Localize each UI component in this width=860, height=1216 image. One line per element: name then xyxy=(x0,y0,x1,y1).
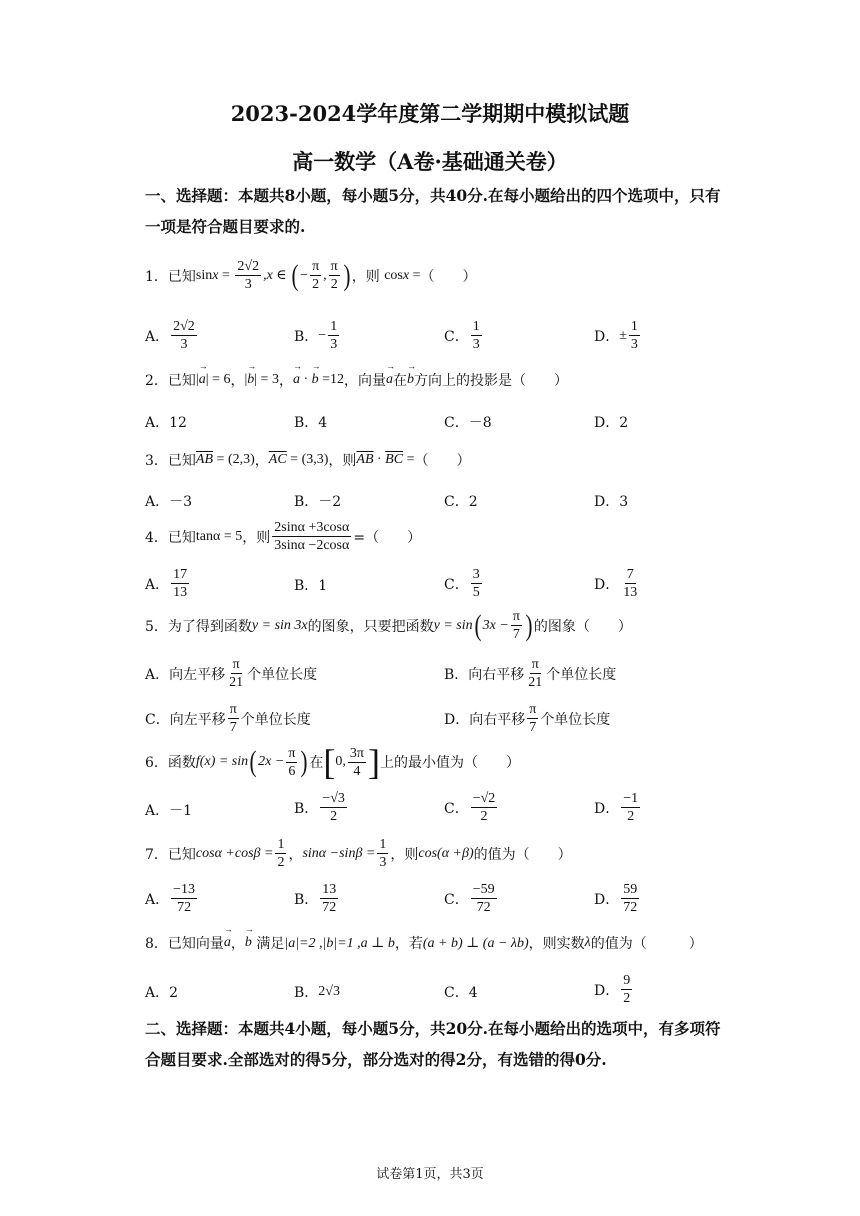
q8-option-b: B． 2√3 xyxy=(294,984,340,1001)
q8-text-2: 满足 xyxy=(256,936,285,952)
q8-text: 已知向量 xyxy=(167,936,224,952)
question-5: 5． 为了得到函数 y = sin 3x 的图象，只要把函数 y = sin ( 3x − $\frac{\pi}{7}$ ) 的图象（ ） xyxy=(145,608,632,642)
question-4 xyxy=(145,519,421,554)
page-title: 2023-2024学年度第二学期期中模拟试题 xyxy=(230,101,630,126)
q3-option-a: A．－3 xyxy=(145,494,193,510)
q7-option-c: C． $\frac{-59}{72}$ xyxy=(444,882,495,915)
q4-option-c: C． $\frac{3}{5}$ xyxy=(444,567,480,600)
q2-option-a: A．12 xyxy=(145,415,187,431)
question-3: 3． 已知 $\overline{AB}$ = (2,3) ， $\overline{AC}$ = (3,3) ，则 $\overline{AB}$ · $\overline{BC}$ = （ ） xyxy=(145,452,471,469)
q6-option-a: A．－1 xyxy=(145,803,193,819)
q5-text-2: 的图象，只要把函数 xyxy=(307,618,434,635)
q5-answer-blank: 的图象（ ） xyxy=(533,618,632,635)
q5-option-c: C．向左平移 $\frac{\pi}{7}$ 个单位长度 xyxy=(145,702,311,735)
q2-option-c: C．－8 xyxy=(444,415,492,431)
q1-number: 1． xyxy=(145,268,168,285)
q3-option-c: C．2 xyxy=(444,494,478,510)
q2-option-b: B．4 xyxy=(294,415,328,431)
q2-text-2: ，向量 xyxy=(344,373,387,389)
q8-number: 8． xyxy=(145,936,168,952)
section-2-instructions: 二、选择题：本题共4小题，每小题5分，共20分.在每小题给出的选项中，有多项符合题目要求.全部选对的得5分，部分选对的得2分，有选错的得0分. xyxy=(145,1019,721,1069)
q4-text-2: ，则 xyxy=(242,529,271,546)
q1-given-fraction: $\frac{2√2}{3}$ xyxy=(237,259,260,292)
q3-text: 已知 xyxy=(167,453,196,469)
q6-text: 函数 xyxy=(167,755,196,771)
q8-option-a: A．2 xyxy=(145,985,179,1001)
q1-option-a: A． $\frac{2√2}{3}$ xyxy=(145,319,195,352)
q7-option-d: D． $\frac{59}{72}$ xyxy=(594,882,638,915)
question-1: 1． 已知 sin x = $\frac{2√2}{3}$ , x ∈ ( − $\frac{\pi}{2}$ , $\frac{\pi}{2}$ ) ，则 cos x = （ ） xyxy=(145,258,477,292)
q6-number: 6． xyxy=(145,755,168,771)
q1-option-d: D． ± $\frac{1}{3}$ xyxy=(594,319,638,352)
question-8: 8． 已知向量 → a ， → b 满足 |a|=2 ,|b|=1 ,a ⊥ b ，若 (a + b) ⊥ (a − λb) ，则实数 λ 的值为（ ） xyxy=(145,933,703,953)
q2-number: 2． xyxy=(145,373,168,389)
question-7: 7． 已知 cosα +cosβ = $\frac{1}{2}$ ， sinα −sinβ = $\frac{1}{3}$ ，则 cos(α +β) 的值为（ ） xyxy=(145,837,572,870)
q5-option-b: B．向右平移 $\frac{\pi}{21}$ 个单位长度 xyxy=(444,657,617,690)
q4-option-a: A． $\frac{17}{13}$ xyxy=(145,567,188,600)
q7-option-a: A． $\frac{-13}{72}$ xyxy=(145,882,196,915)
q5-target-function: y = sin 3x xyxy=(251,617,308,633)
q5-source-function: y = sin xyxy=(433,617,473,633)
q2-text: 已知 xyxy=(167,373,196,389)
q6-option-d: D． $\frac{-1}{2}$ xyxy=(594,791,639,824)
q1-text: 已知 xyxy=(167,268,196,285)
q6-option-b: B． $\frac{-√3}{2}$ xyxy=(294,791,345,824)
q4-option-d: D． $\frac{7}{13}$ xyxy=(594,567,638,600)
q3-ac-vector: (3,3) xyxy=(301,452,329,467)
q7-answer-blank: 的值为（ ） xyxy=(473,846,572,863)
q5-text: 为了得到函数 xyxy=(167,618,252,635)
q6-function: f(x) = sin xyxy=(195,754,249,769)
q4-expression: $\frac{2\sin\alpha +3\cos\alpha}{3\sin\alpha -2\cos\alpha}$ xyxy=(274,520,350,553)
q7-target: cos(α +β) xyxy=(418,845,474,861)
q7-condition-2: sinα −sinβ = xyxy=(302,845,376,861)
q3-answer-blank: （ ） xyxy=(414,453,471,469)
q7-text: 已知 xyxy=(167,846,196,863)
q1-text-2: ，则 xyxy=(351,268,380,285)
q7-option-b: B． $\frac{13}{72}$ xyxy=(294,882,337,915)
q1-option-b: B． − $\frac{1}{3}$ xyxy=(294,319,338,352)
question-2: 2． 已知 | → a | = 6 ， | → b | = 3 ， → a · → b = 12 ，向量 → a 在 → b 方向上的投影是（ ） xyxy=(145,370,568,390)
q7-text-2: ，则 xyxy=(390,846,419,863)
q3-text-2: ，则 xyxy=(328,453,357,469)
q1-option-c: C． $\frac{1}{3}$ xyxy=(444,319,480,352)
q3-number: 3． xyxy=(145,453,168,469)
q8-text-4: ，则实数 xyxy=(528,936,585,952)
q8-option-c: C．4 xyxy=(444,985,478,1001)
q6-option-c: C． $\frac{-√2}{2}$ xyxy=(444,791,496,824)
q8-perpendicular-condition: (a + b) ⊥ (a − λb) xyxy=(422,935,529,951)
q3-ab-vector: (2,3) xyxy=(227,452,255,467)
q4-given: tanα = 5 xyxy=(195,528,243,544)
page-footer: 试卷第1页，共3页 xyxy=(376,1167,484,1182)
q5-option-a: A．向左平移 $\frac{\pi}{21}$ 个单位长度 xyxy=(145,657,318,690)
q5-number: 5． xyxy=(145,618,168,635)
q5-option-d: D．向右平移 $\frac{\pi}{7}$ 个单位长度 xyxy=(444,702,611,735)
q8-text-3: ，若 xyxy=(394,936,423,952)
q7-condition-1: cosα +cosβ = xyxy=(195,845,274,861)
q1-answer-blank: （ ） xyxy=(420,268,477,285)
question-6: 6． 函数 f(x) = sin ( 2x − $\frac{\pi}{6}$ ) 在 [ 0, $\frac{3\pi}{4}$ ] 上的最小值为（ ） xyxy=(145,742,520,782)
q2-text-3: 在 xyxy=(393,373,408,389)
q4-option-b: B．1 xyxy=(294,578,328,594)
q8-condition: |a|=2 ,|b|=1 ,a ⊥ b xyxy=(284,935,395,951)
q3-option-b: B．－2 xyxy=(294,494,342,510)
q7-number: 7． xyxy=(145,846,168,863)
q2-a-magnitude: 6 xyxy=(223,372,231,387)
section-1-instructions: 一、选择题：本题共8小题，每小题5分，共40分.在每小题给出的四个选项中，只有一项是符合题目要求的. xyxy=(145,186,721,236)
q4-answer-blank: =（ ） xyxy=(353,529,422,546)
q2-text-4: 方向上的投影是（ ） xyxy=(414,373,569,389)
q8-option-d: D． $\frac{9}{2}$ xyxy=(594,973,631,1006)
q3-option-d: D．3 xyxy=(594,494,629,510)
q8-answer-blank: 的值为（ ） xyxy=(590,936,703,952)
q6-answer-blank: 上的最小值为（ ） xyxy=(379,755,520,771)
q6-text-2: 在 xyxy=(309,755,324,771)
q2-dot-product: 12 xyxy=(330,372,345,387)
q2-b-magnitude: 3 xyxy=(271,372,279,387)
q2-option-d: D．2 xyxy=(594,415,629,431)
q4-number: 4． xyxy=(145,529,168,546)
q4-text: 已知 xyxy=(167,529,196,546)
page-subtitle: 高一数学（A卷·基础通关卷） xyxy=(292,149,568,174)
